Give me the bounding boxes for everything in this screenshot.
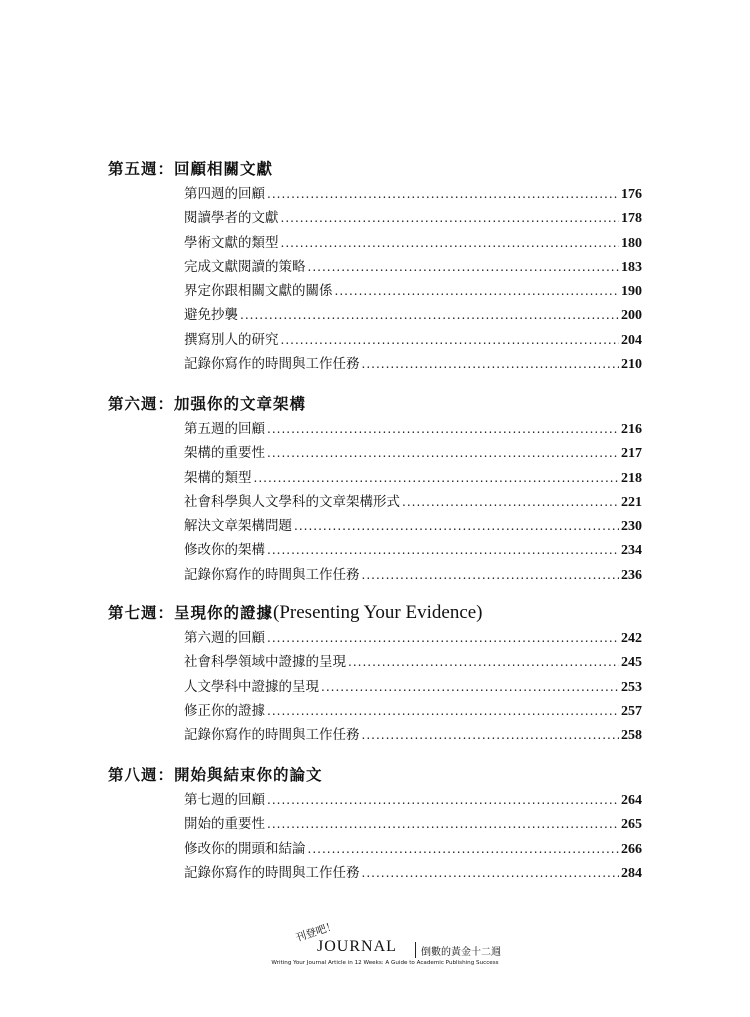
footer-journal-word: JOURNAL	[317, 938, 397, 955]
dot-leader	[267, 626, 619, 650]
dot-leader	[402, 490, 619, 514]
toc-entry: 記錄你寫作的時間與工作任務 ..... 236	[184, 563, 642, 587]
dot-leader	[267, 441, 619, 465]
dot-leader	[308, 255, 620, 279]
toc-entry: 記錄你寫作的時間與工作任務 ..... 284	[184, 861, 642, 885]
dot-leader	[267, 182, 619, 206]
week-6-heading: 第六週：加强你的文章架構	[108, 395, 307, 413]
toc-entry: 架構的重要性 ..... 217	[184, 441, 642, 465]
dot-leader	[335, 279, 620, 303]
dot-leader	[308, 837, 620, 861]
dot-leader	[294, 514, 619, 538]
toc-entry: 修改你的架構 ..... 234	[184, 538, 642, 562]
toc-entry: 修改你的開頭和結論 ..... 266	[184, 837, 642, 861]
dot-leader	[240, 303, 619, 327]
week-7-heading: 第七週：呈現你的證據(Presenting Your Evidence)	[108, 602, 483, 623]
footer-subtitle: Writing Your Journal Article in 12 Weeks: A Guide to Academic Publishing Success	[271, 960, 499, 966]
dot-leader	[362, 861, 620, 885]
toc-entry: 閱讀學者的文獻 ..... 178	[184, 206, 642, 230]
week-6-section	[108, 391, 648, 587]
toc-entry: 社會科學與人文學科的文章架構形式 ..... 221	[184, 490, 642, 514]
dot-leader	[321, 675, 619, 699]
week-8-heading: 第八週：開始與結束你的論文	[108, 766, 323, 784]
toc-entry: 學術文獻的類型 ..... 180	[184, 231, 642, 255]
footer-chinese-title: 倒數的黃金十二週	[421, 947, 501, 958]
toc-entry: 記錄你寫作的時間與工作任務 ..... 258	[184, 723, 642, 747]
footer-script-text: 刊登吧！	[294, 919, 338, 945]
week-7-section	[108, 600, 648, 747]
toc-entry: 避免抄襲 ..... 200	[184, 303, 642, 327]
toc-entry: 界定你跟相關文獻的關係 ..... 190	[184, 279, 642, 303]
dot-leader	[267, 417, 619, 441]
dot-leader	[362, 352, 620, 376]
toc-entry: 社會科學領域中證據的呈現 ..... 245	[184, 650, 642, 674]
toc-entry: 撰寫別人的研究 ..... 204	[184, 328, 642, 352]
week-8-section	[108, 762, 648, 885]
dot-leader	[254, 466, 620, 490]
dot-leader	[267, 699, 619, 723]
toc-entry: 第四週的回顧 ..... 176	[184, 182, 642, 206]
toc-entry: 完成文獻閱讀的策略 ..... 183	[184, 255, 642, 279]
toc-entry: 修正你的證據 ..... 257	[184, 699, 642, 723]
toc-entry: 第六週的回顧 ..... 242	[184, 626, 642, 650]
dot-leader	[267, 538, 619, 562]
dot-leader	[267, 788, 619, 812]
toc-entry: 第五週的回顧 ..... 216	[184, 417, 642, 441]
week-5-section	[108, 156, 648, 376]
toc-entry: 架構的類型 ..... 218	[184, 466, 642, 490]
toc-entry: 第七週的回顧 ..... 264	[184, 788, 642, 812]
dot-leader	[362, 723, 620, 747]
dot-leader	[267, 812, 619, 836]
footer-divider	[415, 942, 416, 958]
week-5-heading: 第五週：回顧相關文獻	[108, 160, 274, 178]
toc-entry: 記錄你寫作的時間與工作任務 ..... 210	[184, 352, 642, 376]
toc-entry: 解決文章架構問題 ..... 230	[184, 514, 642, 538]
dot-leader	[281, 206, 620, 230]
dot-leader	[281, 328, 620, 352]
toc-entry: 開始的重要性 ..... 265	[184, 812, 642, 836]
book-footer-logo	[255, 919, 515, 972]
dot-leader	[281, 231, 620, 255]
dot-leader	[348, 650, 619, 674]
dot-leader	[362, 563, 620, 587]
toc-entry: 人文學科中證據的呈現 ..... 253	[184, 675, 642, 699]
